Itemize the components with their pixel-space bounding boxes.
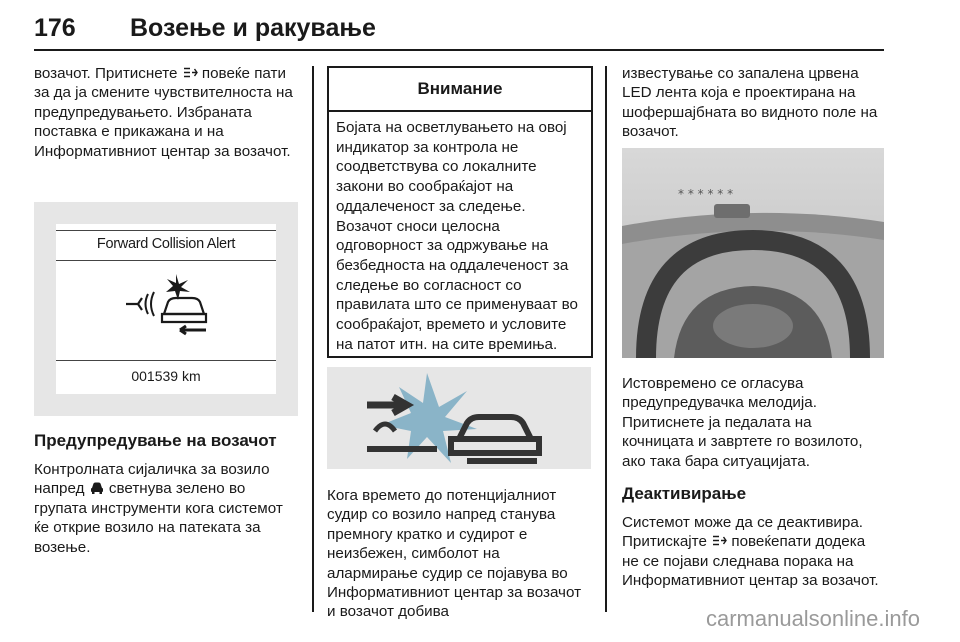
driver-info-display-image (34, 202, 298, 416)
screen-title-line (56, 260, 276, 261)
indicator-text-end: светнува зелено во групата инструменти кога системот ќе открие возило на патеката за возење. (34, 480, 283, 556)
collision-symbol-graphic (327, 367, 591, 469)
led-notice-text: известување со запалена црвена LED лента која е проектирана на шофершајбната во видното поле на возачот. (622, 65, 878, 141)
page-number: 176 (34, 14, 76, 42)
driver-warning-heading: Предупредување на возачот (34, 431, 277, 450)
middle-body (327, 486, 593, 622)
intro-text-end: повеќе пати за да ја смените чувствителноста на предупредувањето. Избраната поставка е прикажана и на Информативниот центар за возачот. (34, 65, 293, 160)
page-header (34, 14, 884, 48)
display-title: Forward Collision Alert (96, 236, 236, 252)
column-divider-right (605, 66, 607, 612)
sensitivity-button-icon (182, 65, 198, 78)
display-screen (56, 224, 276, 394)
deactivation-text-start: Системот може да се деактивира. Притискајте (622, 514, 864, 551)
watermark: carmanualsonline.info (705, 606, 920, 631)
left-section (34, 430, 300, 557)
collision-symbol-image (327, 367, 591, 469)
caution-text: Бојата на осветлувањето на овој индикатор за контрола не соодветствува со локалните закони во сообраќајот на оддалеченост за следење. Возачот сноси целосна одговорност за одржување на безбедноста на оддалеченост за следење во согласност со правилата што се применуваат во сообраќајот, времето и условите на патот итн. на сите времиња. (336, 119, 578, 353)
screen-top-line (56, 230, 276, 231)
vehicle-ahead-icon (89, 480, 105, 493)
indicator-text-start: Контролната сијаличка за возило напред (34, 461, 270, 498)
header-rule (34, 49, 884, 51)
caution-box (327, 66, 593, 358)
melody-text: Истовремено се огласува предупредувачка мелодија. Притиснете ја педалата на кочницата и завртете го возилото, ако така бара ситуацијата. (622, 375, 863, 470)
windshield-led-photo (622, 148, 884, 358)
car-interior-graphic (622, 148, 884, 358)
screen-bottom-line (56, 360, 276, 361)
right-top (622, 64, 886, 142)
caution-title: Внимание (329, 68, 591, 112)
right-body (622, 374, 886, 591)
left-intro (34, 64, 300, 161)
deactivation-heading: Деактивирање (622, 484, 747, 504)
collision-alert-icon (120, 270, 220, 344)
deactivation-text-end: повеќепати додека не се појави следнава порака на Информативниот центар за возачот. (622, 533, 879, 590)
intro-text-start: возачот. Притиснете (34, 65, 182, 82)
chapter-title: Возење и ракување (130, 14, 376, 42)
odometer-reading: 001539 km (131, 368, 201, 384)
collision-alert-text: Кога времето до потенцијалниот судир со возило напред станува премногу кратко и судирот е неизбежен, симболот на алармирање судир се појавува во Информативниот центар за возачот и возачот добива (327, 487, 582, 621)
sensitivity-button-icon (711, 533, 727, 546)
column-divider-left (312, 66, 314, 612)
svg-text:* * * * * *: * * * * * * (678, 187, 734, 201)
